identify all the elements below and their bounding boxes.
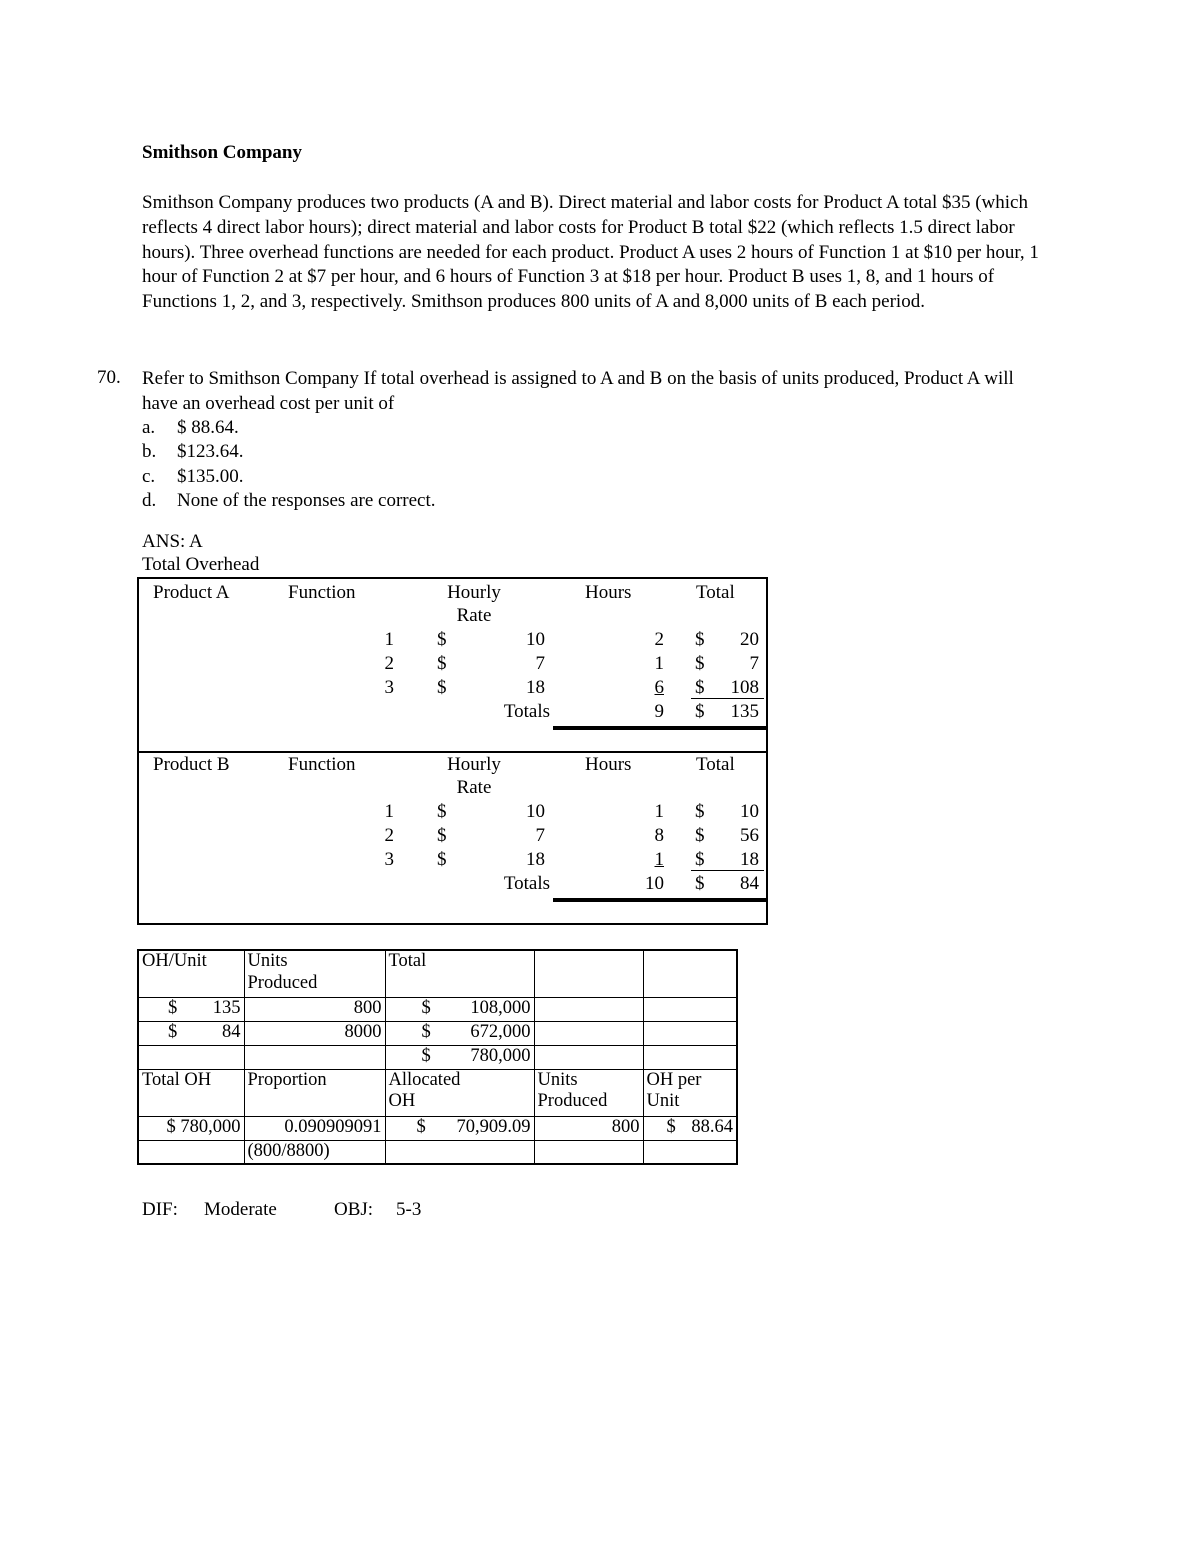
table-cell [385,1021,534,1045]
rate-header: Hourly [447,582,501,603]
function-cell: 1 [384,801,394,822]
total-underline-row [691,848,764,871]
table-cell [534,1140,643,1164]
hours-cell: 1 [654,653,664,674]
total-value: 108,000 [470,997,531,1018]
currency: $ [168,1021,178,1042]
table-cell [643,1116,737,1140]
allocated-value: 70,909.09 [456,1116,531,1137]
total-amount: 84 [740,873,759,894]
header-line: Units [537,1069,578,1090]
table-cell [138,997,244,1021]
function-header: Function [288,754,356,775]
currency: $ [421,1021,431,1042]
table-cell: Proportion [244,1069,385,1116]
header-line: Produced [247,972,318,993]
table-cell [534,1045,643,1069]
table-cell [643,997,737,1021]
question-text: Refer to Smithson Company If total overhead is assigned to A and B on the basis of units produced, Product A will have an overhead cost per unit of [142,368,1014,414]
table-cell [534,950,643,997]
hours-cell: 6 [654,677,664,698]
table-cell: 800 [244,997,385,1021]
table-cell [385,1069,534,1116]
page-title: Smithson Company [142,142,302,163]
dif-value: Moderate [204,1199,277,1220]
total-cell: 20 [740,629,759,650]
total-underline-row [691,676,764,699]
currency-cell: $ [437,825,447,846]
total-header: Total [696,754,735,775]
header-line: Allocated [388,1069,461,1090]
table-cell: (800/8800) [244,1140,385,1164]
rate-header-2: Rate [456,777,492,798]
header-line: Unit [646,1091,680,1111]
currency-cell: $ [437,677,447,698]
option-b [142,440,244,465]
rate-cell: 7 [535,825,545,846]
product-label: Product B [153,754,230,775]
total-currency-cell: $ [695,873,705,894]
option-letter: d. [142,490,157,511]
currency: $ [421,1045,431,1066]
total-amount: 135 [730,701,759,722]
product-b-table [137,751,768,925]
total-currency-cell: $ [695,825,705,846]
dif-label: DIF: [142,1199,178,1220]
table-cell: Total [385,950,534,997]
allocation-table [137,949,738,1165]
table-cell [534,997,643,1021]
option-text: $123.64. [177,441,244,462]
total-cell: 10 [740,801,759,822]
hours-cell: 1 [654,801,664,822]
rate-cell: 10 [526,629,545,650]
table-row [138,1069,737,1116]
table-row [138,997,737,1021]
function-cell: 3 [384,677,394,698]
rate-cell: 7 [535,653,545,674]
obj-value: 5-3 [396,1199,422,1220]
header-line: OH per [646,1069,702,1090]
function-cell: 3 [384,849,394,870]
total-value: 672,000 [470,1021,531,1042]
table-cell [643,1069,737,1116]
option-letter: c. [142,466,156,487]
rate-cell: 18 [526,849,545,870]
total-cell: 108 [730,677,759,698]
total-currency-cell: $ [695,849,705,870]
total-header: Total [696,582,735,603]
double-underline [553,898,766,902]
function-cell: 2 [384,825,394,846]
table-cell: $ 780,000 [138,1116,244,1140]
currency-cell: $ [437,653,447,674]
hours-header: Hours [585,582,632,603]
table-cell: 8000 [244,1021,385,1045]
table-cell [138,1021,244,1045]
totals-label: Totals [503,873,550,894]
table-cell [534,1021,643,1045]
table-cell [385,1116,534,1140]
total-currency-cell: $ [695,629,705,650]
table-cell [138,1140,244,1164]
option-text: $135.00. [177,466,244,487]
header-line: OH [388,1091,416,1111]
table-row [138,1116,737,1140]
currency: $ [666,1116,676,1137]
hours-cell: 1 [654,849,664,870]
currency: $ [421,997,431,1018]
table-cell [643,1021,737,1045]
rate-header: Hourly [447,754,501,775]
option-letter: a. [142,417,156,438]
product-label: Product A [153,582,230,603]
header-line: Produced [537,1091,608,1111]
table-cell [244,1045,385,1069]
rate-header-2: Rate [456,605,492,626]
sum-total-value: 780,000 [470,1045,531,1066]
table-cell [643,950,737,997]
hours-cell: 8 [654,825,664,846]
question-number: 70. [97,367,121,388]
total-cell: 56 [740,825,759,846]
oh-unit-value: 84 [222,1021,241,1042]
table-row [138,1045,737,1069]
header-line: Units [247,951,288,971]
totals-label: Totals [503,701,550,722]
rate-cell: 10 [526,801,545,822]
currency-cell: $ [437,629,447,650]
currency: $ [168,997,178,1018]
option-d [142,489,436,514]
table-cell [643,1140,737,1164]
section-label: Total Overhead [142,554,260,575]
option-a [142,416,239,441]
problem-intro: Smithson Company produces two products (A and B). Direct material and labor costs for Product A total $35 (which reflects 4 direct labor hours); direct material and labor costs for Product B total $22 (which reflects 1.5 direct labor hours). Three overhead functions are needed for each product. Product A uses 2 hours of Function 1 at $10 per hour, 1 hour of Function 2 at $7 per hour, and 6 hours of Function 3 at $18 per hour. Product B uses 1, 8, and 1 hours of Functions 1, 2, and 3, respectively. Smithson produces 800 units of A and 8,000 units of B each period. [142,192,1039,313]
oh-per-unit-value: 88.64 [691,1116,733,1137]
rate-cell: 18 [526,677,545,698]
function-header: Function [288,582,356,603]
option-c [142,465,244,490]
total-hours: 10 [645,873,664,894]
obj-label: OBJ: [334,1199,374,1220]
option-text: None of the responses are correct. [177,490,436,511]
currency-cell: $ [437,849,447,870]
currency-cell: $ [437,801,447,822]
oh-unit-value: 135 [212,997,241,1018]
answer: ANS: A [142,531,203,552]
product-a-table [137,577,768,753]
table-cell [138,1045,244,1069]
total-cell: 7 [749,653,759,674]
total-currency-cell: $ [695,701,705,722]
table-row [138,950,737,997]
footer-meta [142,1199,421,1221]
table-cell: Total OH [138,1069,244,1116]
table-cell [534,1069,643,1116]
divider [137,751,768,753]
currency: $ [416,1116,426,1137]
total-cell: 18 [740,849,759,870]
table-cell [385,1140,534,1164]
table-cell [385,1045,534,1069]
hours-cell: 2 [654,629,664,650]
option-text: $ 88.64. [177,417,239,438]
function-cell: 1 [384,629,394,650]
total-currency-cell: $ [695,677,705,698]
total-currency-cell: $ [695,801,705,822]
double-underline [553,726,766,730]
total-currency-cell: $ [695,653,705,674]
hours-header: Hours [585,754,632,775]
table-row [138,1140,737,1164]
table-cell [244,950,385,997]
table-cell [385,997,534,1021]
function-cell: 2 [384,653,394,674]
total-hours: 9 [654,701,664,722]
table-cell: 800 [534,1116,643,1140]
table-cell [643,1045,737,1069]
option-letter: b. [142,441,157,462]
table-row [138,1021,737,1045]
table-cell: OH/Unit [138,950,244,997]
table-cell: 0.090909091 [244,1116,385,1140]
